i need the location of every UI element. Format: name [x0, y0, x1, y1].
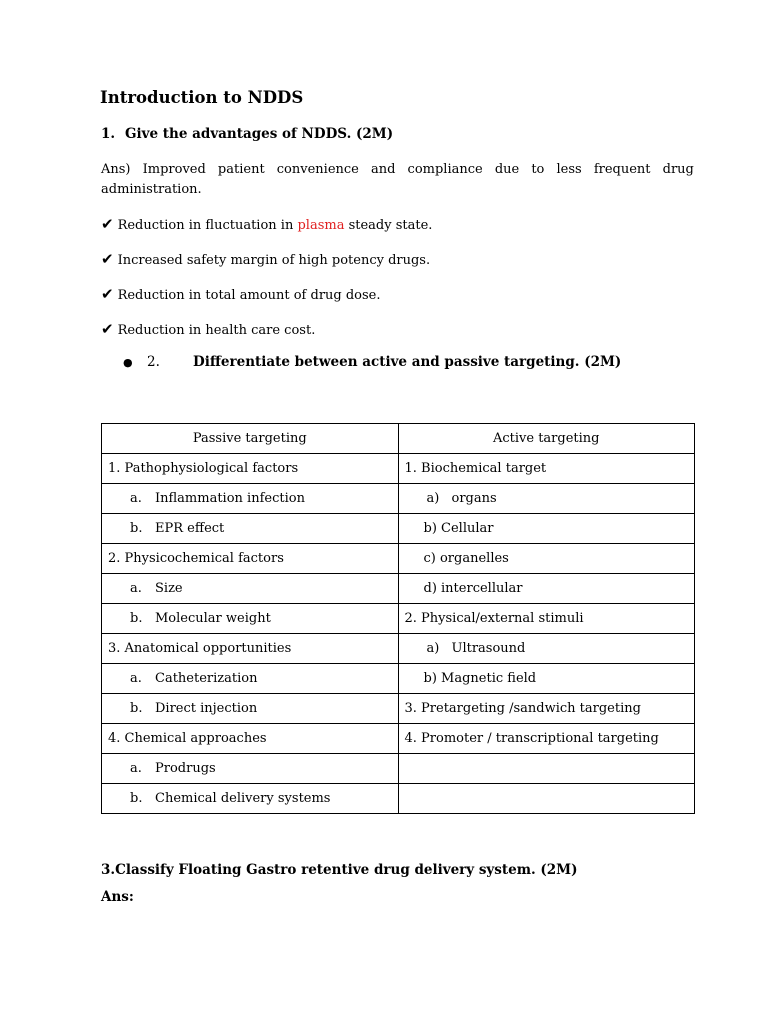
item-marker: a): [426, 641, 440, 656]
passive-cell: 1. Pathophysiological factors: [102, 454, 399, 484]
advantage-text-end: steady state.: [348, 218, 433, 233]
question-1: [101, 126, 393, 142]
highlighted-term: plasma: [297, 218, 345, 233]
bullet-dot-icon: ●: [123, 356, 133, 369]
advantage-item: [101, 215, 432, 233]
advantage-text: Reduction in total amount of drug dose.: [117, 288, 381, 303]
answer-word: to: [531, 162, 545, 177]
active-cell: 1. Biochemical target: [398, 454, 695, 484]
active-cell: [398, 784, 695, 814]
question-1-text: Give the advantages of NDDS. (2M): [125, 126, 394, 142]
item-marker: a.: [130, 491, 142, 506]
active-cell: c) organelles: [398, 544, 695, 574]
item-text: EPR effect: [155, 521, 225, 536]
checkmark-icon: ✔: [101, 320, 114, 338]
passive-cell: [102, 484, 399, 514]
table-row: [102, 754, 695, 784]
item-text: Direct injection: [155, 701, 258, 716]
question-1-number: 1.: [101, 126, 116, 142]
answer-line-2: administration.: [101, 182, 202, 197]
question-2-text: Differentiate between active and passive targeting. (2M): [193, 354, 622, 370]
targeting-comparison-table: [101, 423, 695, 814]
item-text: Molecular weight: [155, 611, 271, 626]
answer-word: drug: [662, 162, 694, 177]
item-marker: b.: [130, 701, 143, 716]
advantage-text: Reduction in fluctuation in: [117, 218, 294, 233]
table-header-active: Active targeting: [398, 424, 695, 454]
passive-cell: 4. Chemical approaches: [102, 724, 399, 754]
checkmark-icon: ✔: [101, 250, 114, 268]
answer-line-1: [101, 160, 694, 180]
answer-word: frequent: [593, 162, 651, 177]
answer-word: compliance: [407, 162, 483, 177]
answer-word: and: [370, 162, 396, 177]
question-3: 3.Classify Floating Gastro retentive drug delivery system. (2M): [101, 862, 578, 878]
item-marker: a.: [130, 581, 142, 596]
advantage-item: [101, 250, 430, 268]
active-cell: 2. Physical/external stimuli: [398, 604, 695, 634]
item-marker: b.: [130, 611, 143, 626]
table-header-passive: Passive targeting: [102, 424, 399, 454]
table-row: [102, 724, 695, 754]
table-row: [102, 664, 695, 694]
passive-cell: 2. Physicochemical factors: [102, 544, 399, 574]
passive-cell: [102, 574, 399, 604]
answer-paragraph: [101, 160, 694, 200]
advantage-text: Increased safety margin of high potency drugs.: [117, 253, 431, 268]
item-marker: b.: [130, 791, 143, 806]
answer-label: Ans:: [101, 889, 134, 905]
answer-word: patient: [217, 162, 265, 177]
active-cell: [398, 634, 695, 664]
passive-cell: 3. Anatomical opportunities: [102, 634, 399, 664]
advantage-item: [101, 285, 381, 303]
passive-cell: [102, 694, 399, 724]
active-cell: b) Cellular: [398, 514, 695, 544]
question-2-number: 2.: [147, 354, 160, 370]
table-row: [102, 484, 695, 514]
item-marker: a.: [130, 671, 142, 686]
table-row: [102, 694, 695, 724]
item-marker: a): [426, 491, 440, 506]
item-text: Prodrugs: [155, 761, 216, 776]
item-text: Size: [155, 581, 183, 596]
checkmark-icon: ✔: [101, 215, 114, 233]
item-text: Chemical delivery systems: [155, 791, 331, 806]
item-text: Ultrasound: [451, 641, 526, 656]
active-cell: d) intercellular: [398, 574, 695, 604]
table-header-row: [102, 424, 695, 454]
table-row: [102, 784, 695, 814]
active-cell: 3. Pretargeting /sandwich targeting: [398, 694, 695, 724]
active-cell: [398, 754, 695, 784]
item-text: Inflammation infection: [155, 491, 305, 506]
table-row: [102, 544, 695, 574]
table-row: [102, 574, 695, 604]
answer-word: Improved: [142, 162, 206, 177]
advantage-item: [101, 320, 315, 338]
active-cell: [398, 484, 695, 514]
answer-word: due: [494, 162, 520, 177]
table-row: [102, 514, 695, 544]
passive-cell: [102, 604, 399, 634]
passive-cell: [102, 784, 399, 814]
answer-word: less: [556, 162, 582, 177]
passive-cell: [102, 514, 399, 544]
answer-word: convenience: [276, 162, 359, 177]
passive-cell: [102, 664, 399, 694]
document-title: Introduction to NDDS: [100, 88, 304, 107]
answer-word: Ans): [101, 162, 131, 177]
passive-cell: [102, 754, 399, 784]
active-cell: 4. Promoter / transcriptional targeting: [398, 724, 695, 754]
item-text: Catheterization: [155, 671, 258, 686]
advantage-text: Reduction in health care cost.: [117, 323, 316, 338]
item-text: organs: [451, 491, 497, 506]
question-2: [123, 354, 621, 370]
item-marker: a.: [130, 761, 142, 776]
checkmark-icon: ✔: [101, 285, 114, 303]
table-row: [102, 454, 695, 484]
table-row: [102, 604, 695, 634]
active-cell: b) Magnetic field: [398, 664, 695, 694]
table-row: [102, 634, 695, 664]
item-marker: b.: [130, 521, 143, 536]
